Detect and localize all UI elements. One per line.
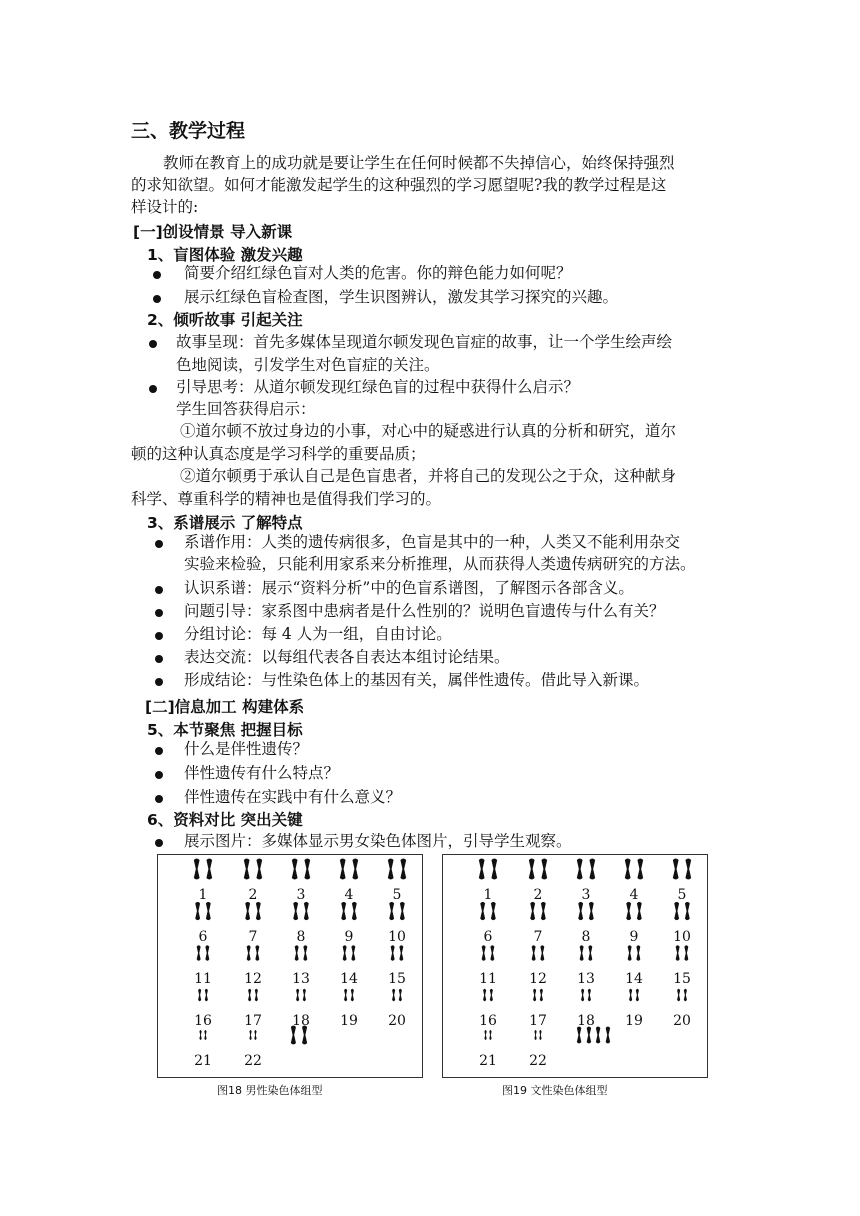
intro-line-1: 教师在教育上的成功就是要让学生在任何时候都不失掉信心，始终保持强烈 xyxy=(163,154,675,172)
sub3-item-2: 认识系谱：展示“资料分析”中的色盲系谱图，了解图示各部含义。 xyxy=(184,579,634,597)
bullet-icon xyxy=(153,295,161,303)
sub3-item-1-line-2: 实验来检验，只能利用家系来分析推理，从而获得人类遗传病研究的方法。 xyxy=(184,555,696,573)
sub5-item-2: 伴性遗传有什么特点？ xyxy=(184,764,340,782)
chromosome-number: 1 xyxy=(483,887,493,903)
chromosome-number: 18 xyxy=(577,1013,595,1029)
sub3-item-6: 形成结论：与性染色体上的基因有关，属伴性遗传。借此导入新课。 xyxy=(184,671,650,689)
chromosome-number: 3 xyxy=(581,887,591,903)
chromosome-number: 14 xyxy=(625,971,643,987)
chromosome-number: 21 xyxy=(479,1053,497,1069)
part2-heading: [二]信息加工 构建体系 xyxy=(145,698,305,716)
sub5-heading: 5、本节聚焦 把握目标 xyxy=(147,721,303,739)
chromosome-number: 17 xyxy=(529,1013,547,1029)
chromosome-number: 10 xyxy=(673,929,691,945)
chromosome-number: 18 xyxy=(292,1013,310,1029)
chromosome-number: 11 xyxy=(479,971,497,987)
chromosome-number: 8 xyxy=(581,929,591,945)
sub2-heading: 2、倾听故事 引起关注 xyxy=(147,311,303,329)
bullet-icon xyxy=(155,586,163,594)
chromosome-number: 16 xyxy=(194,1013,212,1029)
chromosome-number: 19 xyxy=(625,1013,643,1029)
chromosome-number: 9 xyxy=(629,929,639,945)
chromosome-number: 1 xyxy=(198,887,208,903)
chromosome-number: 5 xyxy=(392,887,402,903)
chromosome-number: 21 xyxy=(194,1053,212,1069)
sub6-heading: 6、资料对比 突出关键 xyxy=(147,811,303,829)
chromosome-number: 14 xyxy=(340,971,358,987)
chromosome-number: 12 xyxy=(529,971,547,987)
chromosome-number: 13 xyxy=(577,971,595,987)
answer-1-line-1: ①道尔顿不放过身边的小事，对心中的疑惑进行认真的分析和研究，道尔 xyxy=(180,422,677,440)
sub3-item-4: 分组讨论：每 4 人为一组，自由讨论。 xyxy=(184,625,452,643)
chromosome-number: 9 xyxy=(344,929,354,945)
chromosome-number: 4 xyxy=(344,887,354,903)
section-title: 三、教学过程 xyxy=(131,120,246,142)
bullet-icon xyxy=(155,609,163,617)
chromosome-number: 2 xyxy=(248,887,258,903)
bullet-icon xyxy=(155,795,163,803)
intro-line-3: 样设计的: xyxy=(131,198,199,216)
sub3-item-5: 表达交流：以每组代表各自表达本组讨论结果。 xyxy=(184,648,510,666)
chromosome-number: 10 xyxy=(388,929,406,945)
sub5-item-3: 伴性遗传在实践中有什么意义？ xyxy=(184,788,402,806)
answer-2-line-2: 科学、尊重科学的精神也是值得我们学习的。 xyxy=(131,490,442,508)
bullet-icon xyxy=(149,340,157,348)
intro-line-2: 的求知欲望。如何才能激发起学生的这种强烈的学习愿望呢?我的教学过程是这 xyxy=(131,176,667,194)
bullet-icon xyxy=(155,540,163,548)
sub1-heading: 1、盲图体验 激发兴趣 xyxy=(147,246,303,264)
bullet-icon xyxy=(155,655,163,663)
sub5-item-1: 什么是伴性遗传？ xyxy=(184,740,309,758)
bullet-icon xyxy=(155,771,163,779)
chromosome-number: 20 xyxy=(388,1013,406,1029)
female-karyotype-figure xyxy=(442,854,708,1078)
chromosome-number: 12 xyxy=(244,971,262,987)
chromosome-number: 6 xyxy=(483,929,493,945)
sub3-heading: 3、系谱展示 了解特点 xyxy=(147,514,303,532)
chromosome-number: 17 xyxy=(244,1013,262,1029)
bullet-icon xyxy=(155,839,163,847)
sub2-item-2: 引导思考：从道尔顿发现红绿色盲的过程中获得什么启示？ xyxy=(176,378,580,396)
male-figure-caption: 图18 男性染色体组型 xyxy=(217,1084,323,1097)
chromosome-number: 15 xyxy=(673,971,691,987)
chromosome-number: 20 xyxy=(673,1013,691,1029)
chromosome-number: 13 xyxy=(292,971,310,987)
sub2-item-1-line-1: 故事呈现：首先多媒体呈现道尔顿发现色盲症的故事，让一个学生绘声绘 xyxy=(176,333,673,351)
chromosome-number: 6 xyxy=(198,929,208,945)
answer-2-line-1: ②道尔顿勇于承认自己是色盲患者，并将自己的发现公之于众，这种献身 xyxy=(180,467,677,485)
sub3-item-1-line-1: 系谱作用：人类的遗传病很多，色盲是其中的一种，人类又不能利用杂交 xyxy=(184,533,681,551)
answer-intro: 学生回答获得启示： xyxy=(176,400,316,418)
chromosome-number: 22 xyxy=(529,1053,547,1069)
male-karyotype-figure xyxy=(157,854,423,1078)
sub6-item-1: 展示图片：多媒体显示男女染色体图片，引导学生观察。 xyxy=(184,832,572,850)
sub1-item-2: 展示红绿色盲检查图，学生识图辨认，激发其学习探究的兴趣。 xyxy=(184,288,619,306)
chromosome-number: 4 xyxy=(629,887,639,903)
chromosome-number: 19 xyxy=(340,1013,358,1029)
chromosome-number: 7 xyxy=(248,929,258,945)
chromosome-number: 11 xyxy=(194,971,212,987)
sub1-item-1: 简要介绍红绿色盲对人类的危害。你的辩色能力如何呢？ xyxy=(184,264,572,282)
chromosome-number: 7 xyxy=(533,929,543,945)
chromosome-number: 2 xyxy=(533,887,543,903)
sub2-item-1-line-2: 色地阅读，引发学生对色盲症的关注。 xyxy=(176,356,440,374)
bullet-icon xyxy=(155,747,163,755)
chromosome-number: 16 xyxy=(479,1013,497,1029)
chromosome-number: 5 xyxy=(677,887,687,903)
chromosome-number: 3 xyxy=(296,887,306,903)
chromosome-number: 8 xyxy=(296,929,306,945)
sub3-item-3: 问题引导：家系图中患病者是什么性别的？说明色盲遗传与什么有关？ xyxy=(184,602,665,620)
answer-1-line-2: 顿的这种认真态度是学习科学的重要品质； xyxy=(131,445,426,463)
part1-heading: [一]创设情景 导入新课 xyxy=(133,223,293,241)
chromosome-number: 15 xyxy=(388,971,406,987)
bullet-icon xyxy=(149,385,157,393)
female-figure-caption: 图19 文性染色体组型 xyxy=(502,1084,608,1097)
bullet-icon xyxy=(153,271,161,279)
chromosome-number: 22 xyxy=(244,1053,262,1069)
bullet-icon xyxy=(155,678,163,686)
bullet-icon xyxy=(155,632,163,640)
